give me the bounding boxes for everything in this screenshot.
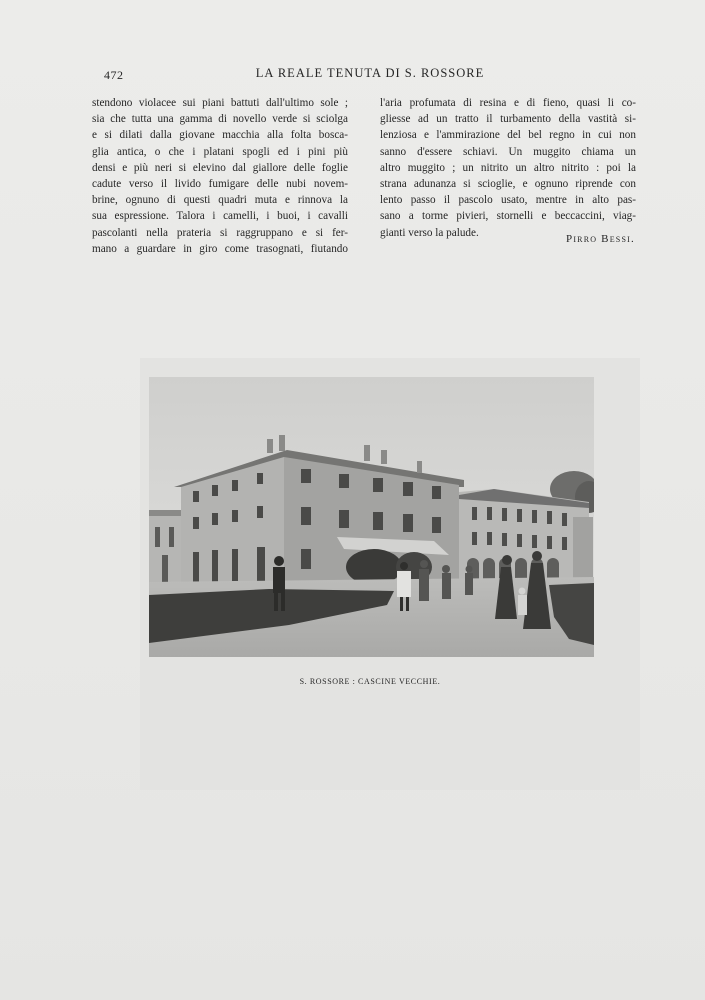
photograph-cascine-vecchie [149, 377, 594, 657]
text-line: mano a guardare in giro come trasognati, fiutando [92, 242, 348, 255]
text-line: lento passo il pascolo usato, mentre in alto pas- [380, 194, 636, 207]
text-line: cadute verso il livido fumigare delle nubi novem- [92, 177, 348, 190]
text-column-right [380, 95, 636, 241]
text-line: stendono violacee sui piani battuti dall'ultimo sole ; [92, 97, 348, 109]
running-head: LA REALE TENUTA DI S. ROSSORE [255, 66, 485, 80]
text-line: altro muggito ; un nitrito un altro nitrito : poi la [380, 161, 636, 174]
photograph-illustration [149, 377, 594, 657]
text-line: sanno d'essere schiavi. Un muggito chiama un [380, 145, 636, 158]
text-line: gianti verso la palude. [380, 226, 479, 239]
text-line: e si dilati dalla giovane macchia alla folta bosca- [92, 129, 348, 142]
figure-caption: S. ROSSORE : CASCINE VECCHIE. [299, 677, 441, 686]
text-line: sia che tutta una gamma di novello verde si sciolga [92, 113, 348, 126]
text-line: sua espressione. Talora i camelli, i buoi, i cavalli [92, 210, 348, 223]
text-line: sano a torme pivieri, stornelli e beccaccini, viag- [380, 210, 636, 223]
page-number: 472 [104, 68, 124, 82]
text-line: strana adunanza si scioglie, e ognuno riprende con [380, 177, 636, 190]
text-line: gliesse ad un tratto il turbamento della vastità si- [380, 113, 636, 126]
text-line: l'aria profumata di resina e di fieno, quasi li co- [380, 97, 636, 109]
text-line: glia antica, o che i platani spogli ed i pini più [92, 145, 348, 158]
author-signature: Pirro Bessi. [566, 233, 635, 245]
text-line: densi e più neri si elevino dal giallore delle foglie [92, 161, 348, 174]
text-line: pascolanti nella prateria si raggruppano e si fer- [92, 226, 348, 239]
text-line: brine, ognuno di questi quadri muta e rinnova la [92, 194, 348, 207]
text-line: lenziosa e l'ammirazione del bel regno in cui non [380, 129, 636, 142]
text-column-left [92, 95, 348, 257]
